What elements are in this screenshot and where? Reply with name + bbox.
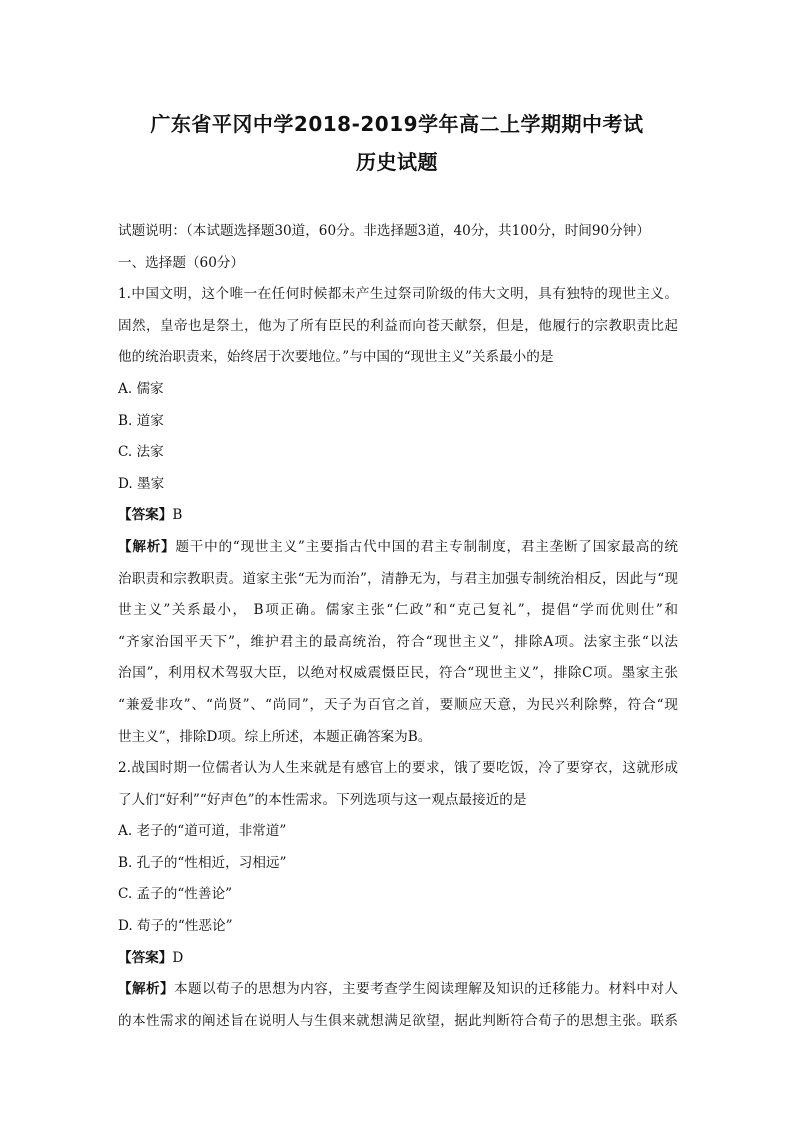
option-a: A. 儒家 bbox=[118, 380, 164, 397]
option-d: D. 墨家 bbox=[118, 475, 165, 492]
analysis-line: 世主义”，排除D项。综上所述，本题正确答案为B。 bbox=[118, 728, 432, 745]
question-stem-line: 了人们“好利”“好声色”的本性需求。下列选项与这一观点最接近的是 bbox=[118, 791, 527, 808]
answer-value: B bbox=[172, 507, 183, 524]
exam-content bbox=[118, 216, 678, 1037]
analysis-line bbox=[118, 974, 678, 1006]
exam-title: 广东省平冈中学2018-2019学年高二上学期期中考试 bbox=[150, 112, 644, 136]
exam-subtitle: 历史试题 bbox=[356, 150, 438, 174]
analysis-line bbox=[118, 532, 678, 564]
option-d: D. 荀子的“性恶论” bbox=[118, 918, 233, 935]
question-stem-line: 固然，皇帝也是祭土，他为了所有臣民的利益而向苍天献祭，但是，他履行的宗教职责比起 bbox=[118, 317, 678, 334]
answer-tag: 【答案】 bbox=[118, 949, 173, 966]
analysis-line: “兼爱非攻”、“尚贤”、“尚同”，天子为百官之首，要顺应天意，为民兴利除弊，符合“现 bbox=[118, 696, 678, 713]
option-c: C. 法家 bbox=[118, 444, 164, 461]
analysis-text: 本题以荀子的思想为内容，主要考查学生阅读理解及知识的迁移能力。材料中对人 bbox=[174, 981, 678, 998]
analysis-line: “齐家治国平天下”，维护君主的最高统治，符合“现世主义”，排除A项。法家主张“以法 bbox=[118, 633, 678, 650]
analysis-line: 治国”，利用权术驾驭大臣，以绝对权威震慑臣民，符合“现世主义”，排除C项。墨家主张 bbox=[118, 665, 678, 682]
option-b: B. 孔子的“性相近，习相远” bbox=[118, 854, 287, 871]
analysis-tag: 【解析】 bbox=[118, 538, 176, 555]
answer-line bbox=[118, 500, 678, 532]
answer-value: D bbox=[172, 949, 184, 966]
option-a: A. 老子的“道可道，非常道” bbox=[118, 823, 287, 840]
section-heading: 一、选择题（60分） bbox=[118, 254, 245, 271]
option-b: B. 道家 bbox=[118, 412, 164, 429]
analysis-line: 世主义”关系最小， B项正确。儒家主张“仁政”和“克己复礼”，提倡“学而优则仕”和 bbox=[118, 602, 678, 619]
analysis-tag: 【解析】 bbox=[118, 981, 175, 998]
question-2 bbox=[118, 753, 678, 1037]
question-1 bbox=[118, 279, 678, 753]
analysis-line: 治职责和宗教职责。道家主张“无为而治”，清静无为，与君主加强专制统治相反，因此与“现 bbox=[118, 570, 678, 587]
question-stem-line: 他的统治职责来，始终居于次要地位。”与中国的“现世主义”关系最小的是 bbox=[118, 349, 554, 366]
question-stem-line: 2.战国时期一位儒者认为人生来就是有感官上的要求，饿了要吃饭，冷了要穿衣，这就形成 bbox=[118, 760, 678, 777]
answer-tag: 【答案】 bbox=[118, 507, 173, 524]
instructions: 试题说明：（本试题选择题30道，60分。非选择题3道，40分，共100分，时间90分钟） bbox=[118, 223, 650, 239]
analysis-line: 的本性需求的阐述旨在说明人与生俱来就想满足欲望，据此判断符合荀子的思想主张。联系 bbox=[118, 1012, 678, 1029]
analysis-text: 题干中的“现世主义”主要指古代中国的君主专制制度，君主垄断了国家最高的统 bbox=[175, 538, 678, 555]
answer-line bbox=[118, 943, 678, 975]
option-c: C. 孟子的“性善论” bbox=[118, 886, 233, 903]
question-stem-line: 1.中国文明，这个唯一在任何时候都未产生过祭司阶级的伟大文明，具有独特的现世主义。 bbox=[118, 286, 678, 303]
